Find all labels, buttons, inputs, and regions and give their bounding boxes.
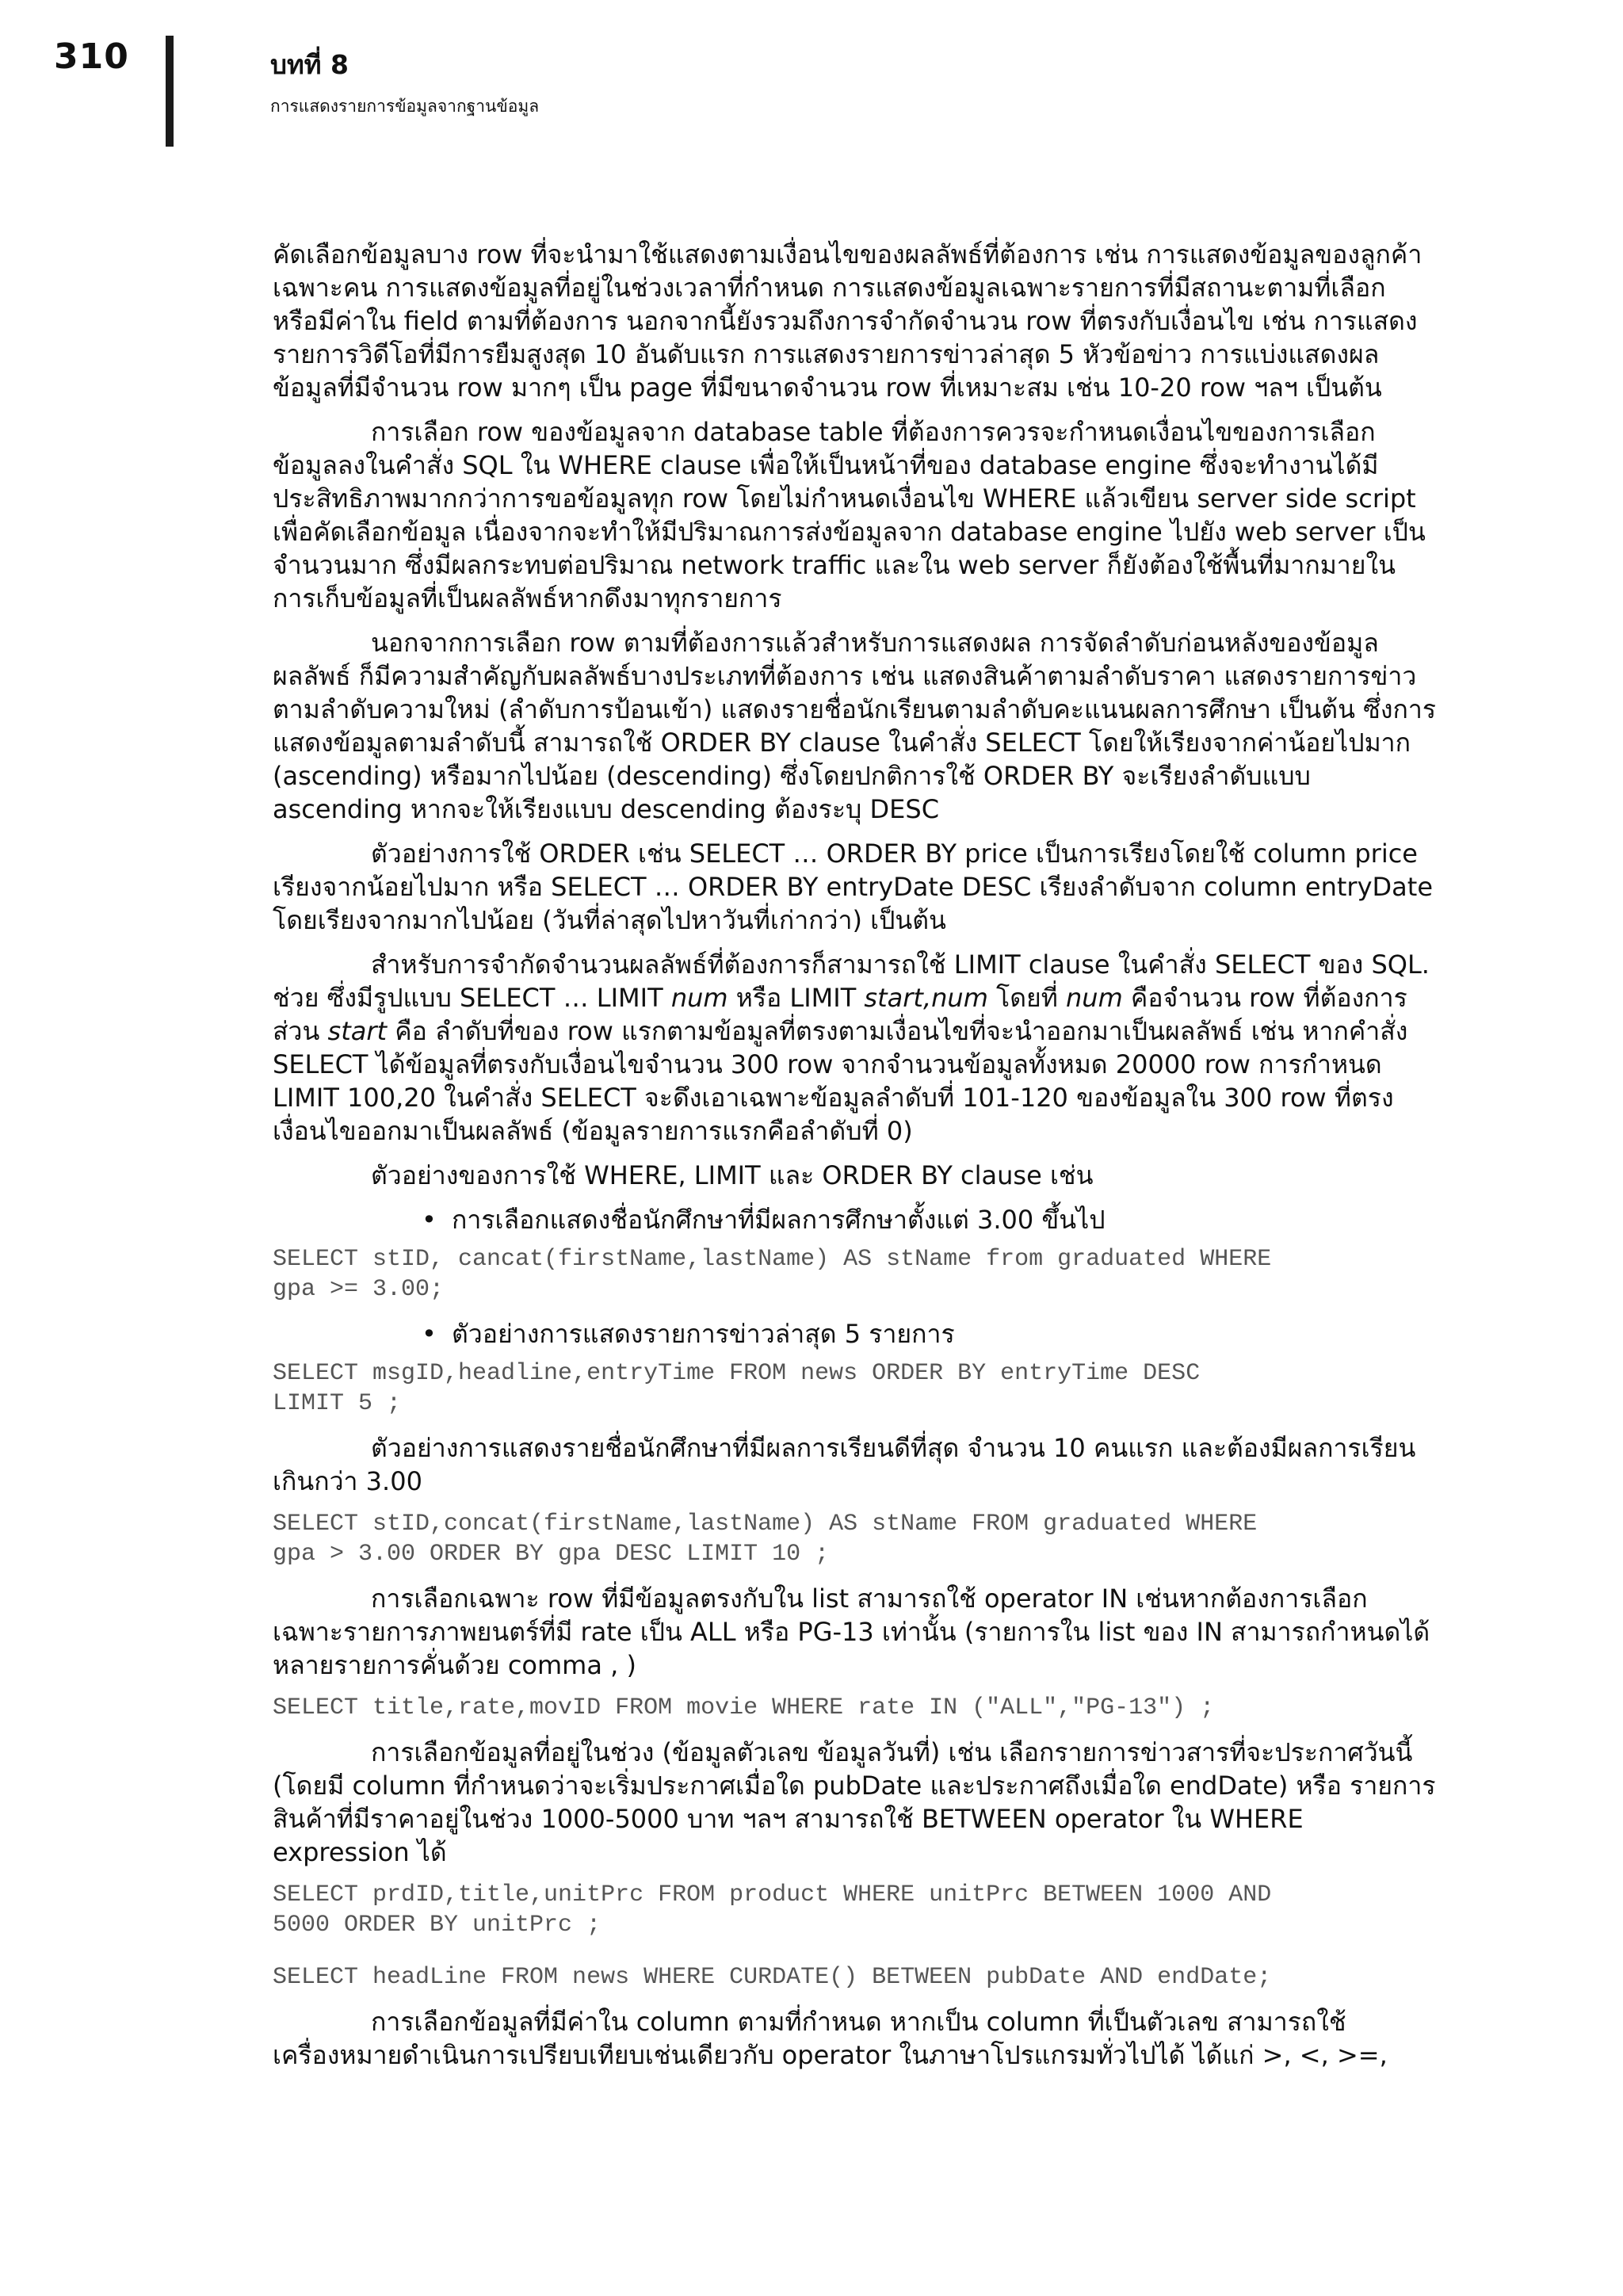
paragraph-10: การเลือกข้อมูลที่มีค่าใน column ตามที่กำหนด หากเป็น column ที่เป็นตัวเลข สามารถใช้เครื่องหมายดำเนินการเปรียบเทียบเช่นเดียวกับ operator ในภาษาโปรแกรมทั่วไปได้ ได้แก่ >, <, >=, [273, 2007, 1388, 2070]
paragraph-5-part-a: สำหรับการจำกัดจำนวนผลลัพธ์ที่ต้องการก็สามารถใช้ LIMIT clause ในคำสั่ง SELECT ของ SQL. ช่วย ซึ่งมีรูปแบบ SELECT … LIMIT [273, 949, 1430, 1013]
chapter-subtitle: การแสดงรายการข้อมูลจากฐานข้อมูล [270, 97, 540, 116]
paragraph-6: ตัวอย่างของการใช้ WHERE, LIMIT และ ORDER BY clause เช่น [371, 1160, 1094, 1190]
bullet-text: ตัวอย่างการแสดงรายการข่าวล่าสุด 5 รายการ [452, 1319, 955, 1349]
bullet-item [273, 1317, 1438, 1350]
code-block: SELECT title,rate,movID FROM movie WHERE rate IN ("ALL","PG-13") ; [273, 1694, 1215, 1721]
bullet-icon: • [422, 1319, 437, 1349]
chapter-title: บทที่ 8 [270, 49, 349, 80]
term-start-num: start,num [864, 983, 988, 1013]
paragraph-1: คัดเลือกข้อมูลบาง row ที่จะนำมาใช้แสดงตามเงื่อนไขของผลลัพธ์ที่ต้องการ เช่น การแสดงข้อมูลของลูกค้าเฉพาะคน การแสดงข้อมูลที่อยู่ในช่วงเวลาที่กำหนด การแสดงข้อมูลเฉพาะรายการที่มีสถานะตามที่เลือก หรือมีค่าใน field ตามที่ต้องการ นอกจากนี้ยังรวมถึงการจำกัดจำนวน row ที่ตรงกับเงื่อนไข เช่น การแสดงรายการวิดีโอที่มีการยืมสูงสุด 10 อันดับแรก การแสดงรายการข่าวล่าสุด 5 หัวข้อข่าว การแบ่งแสดงผลข้อมูลที่มีจำนวน row มากๆ เป็น page ที่มีขนาดจำนวน row ที่เหมาะสม เช่น 10-20 row ฯลฯ เป็นต้น [273, 239, 1423, 403]
code-block: SELECT stID, cancat(firstName,lastName) AS stName from graduated WHERE gpa >= 3.00; [273, 1246, 1272, 1303]
paragraph-7: ตัวอย่างการแสดงรายชื่อนักศึกษาที่มีผลการเรียนดีที่สุด จำนวน 10 คนแรก และต้องมีผลการเรียนเกินกว่า 3.00 [273, 1433, 1416, 1496]
term-num: num [1066, 983, 1123, 1013]
code-block: SELECT msgID,headline,entryTime FROM news ORDER BY entryTime DESC LIMIT 5 ; [273, 1360, 1201, 1417]
paragraph-5-part-b: หรือ LIMIT [727, 983, 865, 1013]
paragraph-5 [273, 948, 1438, 1148]
bullet-text: การเลือกแสดงชื่อนักศึกษาที่มีผลการศึกษาตั้งแต่ 3.00 ขึ้นไป [452, 1205, 1106, 1235]
term-start: start [327, 1016, 388, 1046]
paragraph-5-part-e: คือ ลำดับที่ของ row แรกตามข้อมูลที่ตรงตามเงื่อนไขที่จะนำออกมาเป็นผลลัพธ์ เช่น หากคำสั่ง SELECT ได้ข้อมูลที่ตรงกับเงื่อนไขจำนวน 300 row จากจำนวนข้อมูลทั้งหมด 20000 row การกำหนด LIMIT 100,20 ในคำสั่ง SELECT จะดึงเอาเฉพาะข้อมูลลำดับที่ 101-120 ของข้อมูลใน 300 row ที่ตรงเงื่อนไขออกมาเป็นผลลัพธ์ (ข้อมูลรายการแรกคือลำดับที่ 0) [273, 1016, 1408, 1146]
paragraph-5-part-c: โดยที่ [987, 983, 1067, 1013]
code-block: SELECT prdID,title,unitPrc FROM product WHERE unitPrc BETWEEN 1000 AND 5000 ORDER BY unitPrc ; [273, 1881, 1272, 1939]
page-number: 310 [54, 36, 129, 77]
code-block: SELECT stID,concat(firstName,lastName) AS stName FROM graduated WHERE gpa > 3.00 ORDER BY gpa DESC LIMIT 10 ; [273, 1511, 1258, 1568]
paragraph-8: การเลือกเฉพาะ row ที่มีข้อมูลตรงกับใน list สามารถใช้ operator IN เช่นหากต้องการเลือกเฉพาะรายการภาพยนตร์ที่มี rate เป็น ALL หรือ PG-13 เท่านั้น (รายการใน list ของ IN สามารถกำหนดได้หลายรายการคั่นด้วย comma , ) [273, 1584, 1430, 1680]
paragraph-5-part-d: คือจำนวน row ที่ต้องการ ส่วน [273, 983, 1407, 1046]
code-block: SELECT headLine FROM news WHERE CURDATE() BETWEEN pubDate AND endDate; [273, 1964, 1272, 1991]
header-rule [166, 36, 174, 147]
paragraph-2: การเลือก row ของข้อมูลจาก database table ที่ต้องการควรจะกำหนดเงื่อนไขของการเลือกข้อมูลลงในคำสั่ง SQL ใน WHERE clause เพื่อให้เป็นหน้าที่ของ database engine ซึ่งจะทำงานได้มีประสิทธิภาพมากกว่าการขอข้อมูลทุก row โดยไม่กำหนดเงื่อนไข WHERE แล้วเขียน server side script เพื่อคัดเลือกข้อมูล เนื่องจากจะทำให้มีปริมาณการส่งข้อมูลจาก database engine ไปยัง web server เป็นจำนวนมาก ซึ่งมีผลกระทบต่อปริมาณ network traffic และใน web server ก็ยังต้องใช้พื้นที่มากมายในการเก็บข้อมูลที่เป็นผลลัพธ์หากดึงมาทุกรายการ [273, 417, 1426, 613]
term-num: num [670, 983, 728, 1013]
bullet-item [273, 1203, 1438, 1236]
paragraph-4: ตัวอย่างการใช้ ORDER เช่น SELECT … ORDER BY price เป็นการเรียงโดยใช้ column price เรียงจากน้อยไปมาก หรือ SELECT … ORDER BY entryDate DESC เรียงลำดับจาก column entryDate โดยเรียงจากมากไปน้อย (วันที่ล่าสุดไปหาวันที่เก่ากว่า) เป็นต้น [273, 839, 1433, 935]
bullet-icon: • [422, 1205, 437, 1235]
paragraph-9: การเลือกข้อมูลที่อยู่ในช่วง (ข้อมูลตัวเลข ข้อมูลวันที่) เช่น เลือกรายการข่าวสารที่จะประกาศวันนี้ (โดยมี column ที่กำหนดว่าจะเริ่มประกาศเมื่อใด pubDate และประกาศถึงเมื่อใด endDate) หรือ รายการสินค้าที่มีราคาอยู่ในช่วง 1000-5000 บาท ฯลฯ สามารถใช้ BETWEEN operator ใน WHERE expression ได้ [273, 1737, 1436, 1867]
paragraph-3: นอกจากการเลือก row ตามที่ต้องการแล้วสำหรับการแสดงผล การจัดลำดับก่อนหลังของข้อมูลผลลัพธ์ ก็มีความสำคัญกับผลลัพธ์บางประเภทที่ต้องการ เช่น แสดงสินค้าตามลำดับราคา แสดงรายการข่าวตามลำดับความใหม่ (ลำดับการป้อนเข้า) แสดงรายชื่อนักเรียนตามลำดับคะแนนผลการศึกษา เป็นต้น ซึ่งการแสดงข้อมูลตามลำดับนี้ สามารถใช้ ORDER BY clause ในคำสั่ง SELECT โดยให้เรียงจากค่าน้อยไปมาก (ascending) หรือมากไปน้อย (descending) ซึ่งโดยปกติการใช้ ORDER BY จะเรียงลำดับแบบ ascending หากจะให้เรียงแบบ descending ต้องระบุ DESC [273, 628, 1436, 824]
body-text [273, 238, 1438, 2083]
